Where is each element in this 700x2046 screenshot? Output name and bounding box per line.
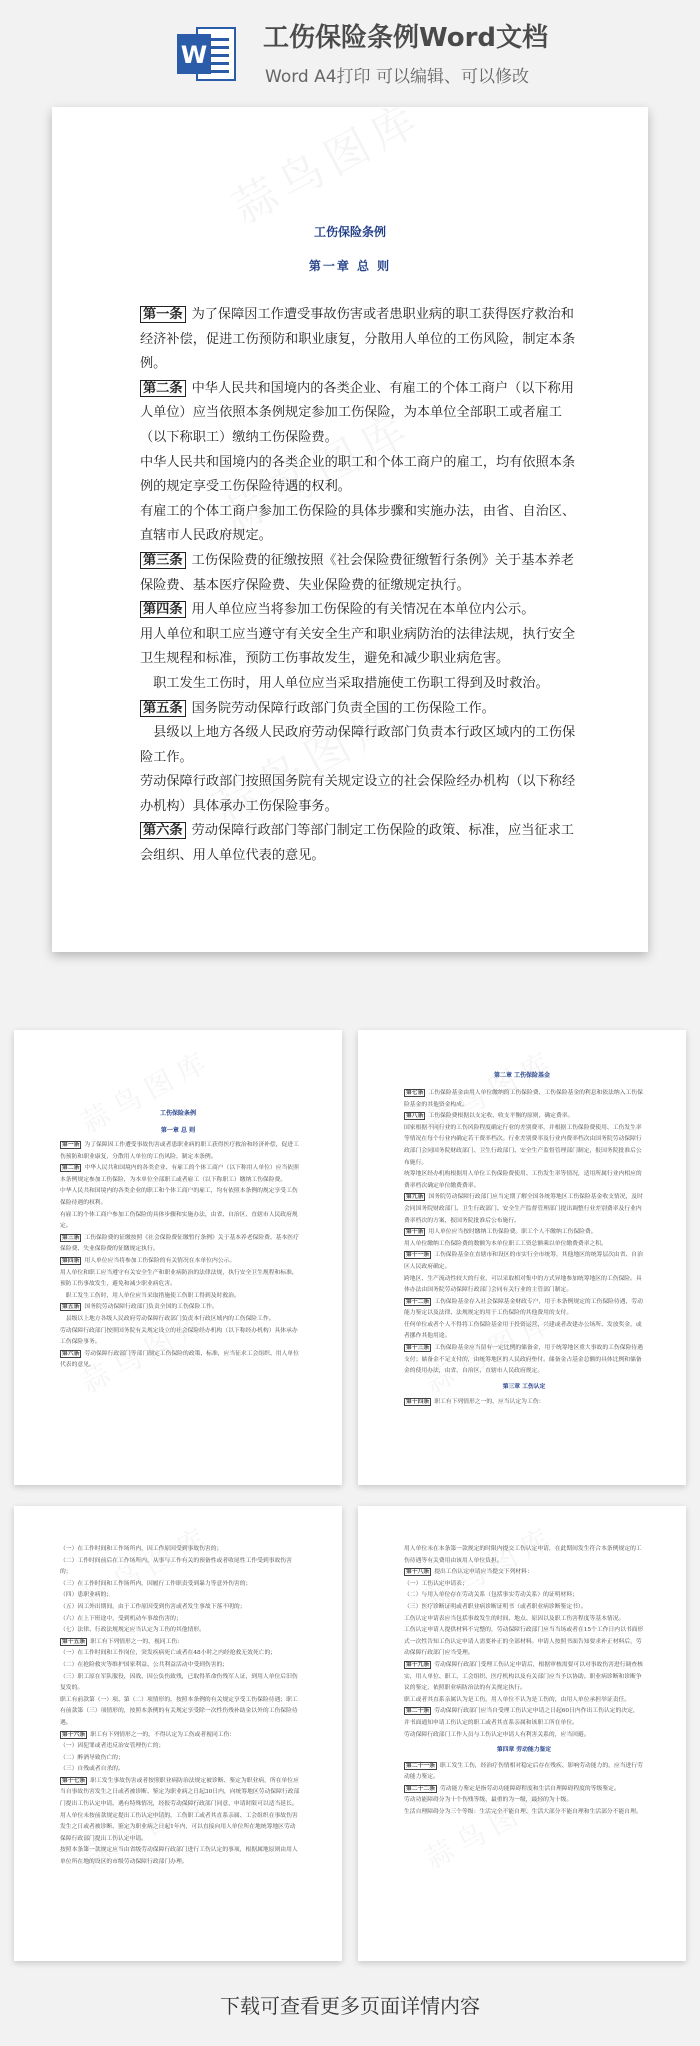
paragraph	[140, 623, 580, 672]
paragraph-text: 工伤保险基金存入社会保障基金财政专户，用于本条例规定的工伤保险待遇，劳动能力鉴定以及法律、法规规定的用于工伤保险的其他费用的支付。	[404, 1298, 643, 1317]
paragraph-text: 职工发生工伤，经治疗伤情相对稳定后存在残疾、影响劳动能力的，应当进行劳动能力鉴定。	[404, 1762, 643, 1781]
thumbnail-page-4	[358, 1506, 686, 1961]
article-number: 第一条	[62, 1142, 80, 1148]
paragraph-text: 任何单位或者个人不得将工伤保险基金用于投资运营、兴建或者改建办公场所、发放奖金，或者挪作其他用途。	[404, 1321, 642, 1340]
paragraph-text: 劳动保障行政部门等部门制定工伤保险的政策、标准，应当征求工会组织、用人单位代表的意见。	[140, 823, 574, 864]
paragraph-text: 职工发生工伤时，用人单位应当采取措施使工伤职工得到及时救治。	[140, 675, 549, 691]
article-number: 第二十一条	[406, 1762, 435, 1769]
paragraph-text: 按照本条第一款规定应当由省级劳动保障行政部门进行工伤认定的事项，根据属地原则由用人单位所在地的设区的市级劳动保障行政部门办理。	[60, 1847, 298, 1866]
paragraph-text: 中华人民共和国境内的各类企业的职工和个体工商户的雇工，均有依照本条例的规定享受工伤保险待遇的权利。	[140, 454, 576, 495]
paragraph	[60, 1776, 300, 1811]
paragraph-text: 为了保障因工作遭受事故伤害或者患职业病的职工获得医疗救治和经济补偿，促进工伤预防和职业康复，分散用人单位的工伤风险，制定本条例。	[60, 1142, 299, 1160]
watermark	[219, 107, 433, 236]
paragraph	[404, 1343, 644, 1378]
article-number: 第七条	[406, 1090, 424, 1096]
paragraph-text: 中华人民共和国境内的各类企业的职工和个体工商户的雇工，均有依照本条例的规定享受工伤保险待遇的权利。	[60, 1188, 298, 1206]
paragraph-text: 职工有下列情形之一的，不得认定为工伤或者视同工伤：	[90, 1731, 236, 1738]
paragraph	[140, 721, 580, 770]
thumb-title: 工伤保险条例	[159, 1110, 196, 1117]
paragraph-text: 劳动保障行政部门等部门制定工伤保险的政策、标准，应当征求工会组织、用人单位代表的意见。	[60, 1350, 299, 1369]
paragraph	[60, 1291, 300, 1303]
paragraph	[60, 1590, 300, 1602]
paragraph-text: 用人单位应当将参加工伤保险的有关情况在本单位内公示。	[84, 1257, 236, 1264]
paragraph-text: 劳动保障行政部门应当自受理工伤认定申请之日起60日内作出工伤认定的决定，并书面通知申请工伤认定的职工或者其直系亲属和该职工所在单位。	[404, 1708, 639, 1726]
paragraph	[404, 1614, 644, 1626]
paragraph	[60, 1695, 300, 1730]
paragraph	[60, 1233, 300, 1256]
article-number: 第八条	[406, 1113, 424, 1120]
thumbnail-page-1	[14, 1030, 342, 1485]
paragraph	[60, 1268, 300, 1291]
paragraph-text: 劳动保障行政部门工作人员与工伤认定申请人有利害关系的，应当回避。	[404, 1731, 590, 1738]
article-number: 第十三条	[406, 1345, 430, 1352]
article-number: 第二条	[62, 1165, 80, 1172]
paragraph-text: 跨地区、生产流动性较大的行业，可以采取相对集中的方式异地参加统筹地区的工伤保险。具体办法由国务院劳动保障行政部门会同有关行业的主管部门制定。	[404, 1275, 642, 1294]
paragraph-text: （三）自残或者自杀的。	[60, 1766, 124, 1773]
paragraph	[404, 1660, 644, 1695]
paragraph-text: 用人单位应当将参加工伤保险的有关情况在本单位内公示。	[191, 602, 535, 618]
paragraph-text: 为了保障因工作遭受事故伤害或者患职业病的职工获得医疗救治和经济补偿，促进工伤预防和职业康复，分散用人单位的工伤风险，制定本条例。	[140, 307, 576, 372]
paragraph	[140, 377, 580, 451]
paragraph-text: （一）在工作时间和工作岗位，突发疾病死亡或者在48小时之内经抢救无效死亡的；	[60, 1650, 277, 1657]
paragraph	[404, 1730, 644, 1742]
paragraph	[404, 1695, 644, 1707]
article-number: 第二条	[140, 380, 186, 397]
paragraph	[404, 1397, 644, 1409]
word-document-icon	[175, 22, 239, 86]
paragraph-text: 工伤保险费根据以支定收、收支平衡的原则，确定费率。	[428, 1113, 574, 1120]
article-number: 第六条	[140, 822, 186, 839]
thumb-chapter: 第一章 总 则	[160, 1127, 196, 1134]
article-number: 第四条	[62, 1257, 80, 1264]
paragraph-text: 劳动能力鉴定是指劳动功能障碍程度和生活自理障碍程度的等级鉴定。	[440, 1785, 620, 1792]
paragraph	[404, 1567, 644, 1579]
article-number: 第十六条	[62, 1731, 86, 1738]
paragraph	[140, 672, 580, 697]
article-number: 第二十条	[406, 1708, 430, 1715]
paragraph-text: （六）在上下班途中，受到机动车事故伤害的；	[60, 1615, 182, 1622]
paragraph	[60, 1163, 300, 1186]
paragraph	[60, 1579, 300, 1591]
paragraph	[60, 1625, 300, 1637]
paragraph-text: 国务院劳动保障行政部门负责全国的工伤保险工作。	[191, 700, 495, 716]
article-number: 第十二条	[406, 1298, 430, 1305]
paragraph-text: （二）与用人单位存在劳动关系（包括事实劳动关系）的证明材料；	[404, 1592, 578, 1599]
page-subtitle: Word A4打印 可以编辑、可以修改	[265, 67, 529, 87]
article-number: 第十一条	[406, 1252, 430, 1259]
paragraph-text: 工伤保险基金应当留有一定比例的储备金，用于统筹地区重大事故的工伤保险待遇支付；储备金不足支付的，由统筹地区的人民政府垫付。储备金占基金总额的具体比例和储备金的使用办法，由省、自治区、直辖市人民政府规定。	[404, 1345, 643, 1375]
paragraph	[404, 1169, 644, 1192]
paragraph	[60, 1660, 300, 1672]
paragraph-text: 职工发生工伤时，用人单位应当采取措施使工伤职工得到及时救治。	[60, 1292, 240, 1299]
paragraph	[60, 1614, 300, 1626]
paragraph	[140, 303, 580, 377]
paragraph	[404, 1239, 644, 1251]
paragraph-text: （三）在工作时间和工作场所内，因履行工作职责受到暴力等意外伤害的；	[60, 1580, 252, 1587]
article-number: 第十四条	[406, 1399, 430, 1406]
paragraph-text: 职工有下列情形之一的，应当认定为工伤：	[434, 1399, 545, 1406]
paragraph-text: 劳动保障行政部门受理工伤认定申请后，根据审核需要可以对事故伤害进行调查核实，用人单位、职工、工会组织、医疗机构以及有关部门应当予以协助。职业病诊断和诊断争议的鉴定，依照职业病防治法的有关规定执行。	[404, 1661, 643, 1692]
paragraph	[60, 1741, 300, 1753]
paragraph	[404, 1544, 644, 1567]
thumb-body	[404, 1544, 644, 1819]
paragraph	[404, 1807, 644, 1819]
paragraph-text: （三）职工原在军队服役，因战、因公负伤致残，已取得革命伤残军人证，到用人单位后旧伤复发的。	[60, 1673, 298, 1692]
paragraph-text: 工伤保险费的征缴按照《社会保险费征缴暂行条例》关于基本养老保险费、基本医疗保险费、失业保险费的征缴规定执行。	[60, 1234, 299, 1253]
paragraph	[404, 1111, 644, 1123]
thumb-body	[60, 1140, 300, 1372]
paragraph-text: （三）医疗诊断证明或者职业病诊断证明书（或者职业病诊断鉴定书）。	[404, 1603, 587, 1610]
paragraph-text: 用人单位和职工应当遵守有关安全生产和职业病防治的法律法规，执行安全卫生规程和标准，预防工伤事故发生，避免和减少职业病危害。	[60, 1269, 298, 1288]
paragraph-text: 工伤认定申请人提供材料不完整的，劳动保障行政部门应当当场或者在15个工作日内以书面形式一次性告知工伤认定申请人需要补正的全部材料。申请人按照书面告知要求补正材料后，劳动保障行政部门应当受理。	[404, 1627, 644, 1657]
paragraph	[60, 1544, 300, 1556]
paragraph	[404, 1590, 644, 1602]
paragraph-text: 生活自理障碍分为三个等级：生活完全不能自理、生活大部分不能自理和生活部分不能自理。	[404, 1809, 642, 1816]
header	[0, 0, 700, 95]
paragraph	[404, 1784, 644, 1796]
paragraph	[60, 1186, 300, 1209]
paragraph-text: 工伤保险基金由用人单位缴纳的工伤保险费、工伤保险基金的利息和依法纳入工伤保险基金的其他资金构成。	[404, 1090, 643, 1108]
paragraph	[404, 1795, 644, 1807]
paragraph	[60, 1314, 300, 1326]
article-number: 第四条	[140, 601, 186, 618]
article-number: 第一条	[140, 306, 186, 323]
paragraph-text: （七）法律、行政法规规定应当认定为工伤的其他情形。	[60, 1627, 205, 1634]
paragraph-text: 用人单位应当按时缴纳工伤保险费。职工个人不缴纳工伤保险费。	[428, 1229, 597, 1236]
paragraph	[60, 1764, 300, 1776]
paragraph	[404, 1625, 644, 1660]
paragraph-text: 县级以上地方各级人民政府劳动保障行政部门负责本行政区域内的工伤保险工作。	[140, 725, 576, 765]
paragraph	[140, 598, 580, 623]
chapter-heading: 第一章 总 则	[308, 259, 392, 273]
document-body	[140, 303, 580, 869]
article-number: 第十七条	[62, 1777, 86, 1784]
paragraph-text: 国务院劳动保障行政部门负责全国的工伤保险工作。	[84, 1304, 218, 1311]
paragraph	[140, 819, 580, 868]
article-number: 第五条	[140, 700, 186, 717]
paragraph	[60, 1845, 300, 1868]
paragraph-text: 劳动功能障碍分为十个伤残等级，最重的为一级，最轻的为十级。	[404, 1797, 573, 1804]
paragraph	[60, 1140, 300, 1163]
thumbnail-page-2	[358, 1030, 686, 1485]
article-number: 第三条	[62, 1234, 80, 1241]
logo-letter: W	[180, 41, 208, 69]
paragraph-text: 职工有前款第（一）项、第（二）项情形的，按照本条例的有关规定享受工伤保险待遇；职工有前款第（三）项情形的，按照本条例的有关规定享受除一次性伤残补助金以外的工伤保险待遇。	[60, 1696, 298, 1726]
article-number: 第三条	[140, 552, 186, 569]
paragraph	[404, 1227, 644, 1239]
article-number: 第六条	[62, 1350, 80, 1357]
paragraph	[404, 1297, 644, 1320]
paragraph	[140, 697, 580, 722]
paragraph	[404, 1250, 644, 1273]
document-page-1	[52, 107, 648, 952]
article-number: 第十九条	[406, 1661, 430, 1668]
paragraph-text: 职工或者其直系亲属认为是工伤，用人单位不认为是工伤的，由用人单位承担举证责任。	[404, 1696, 631, 1703]
paragraph-text: 工伤保险基金在直辖市和设区的市实行全市统筹，其他地区的统筹层次由省、自治区人民政府确定。	[404, 1252, 643, 1270]
paragraph-text: 有雇工的个体工商户参加工伤保险的具体步骤和实施办法，由省、自治区、直辖市人民政府规定。	[140, 503, 576, 544]
paragraph	[60, 1256, 300, 1268]
paragraph-text: 国家根据不同行业的工伤风险程度确定行业的差别费率，并根据工伤保险费使用、工伤发生率等情况在每个行业内确定若干费率档次。行业差别费率及行业内费率档次由国务院劳动保障行政部门会同国务院财政部门、卫生行政部门、安全生产监督管理部门制定，报国务院批准后公布施行。	[404, 1124, 642, 1166]
article-number: 第十条	[406, 1229, 424, 1236]
paragraph-text: （一）工伤认定申请表；	[404, 1580, 468, 1587]
paragraph	[60, 1672, 300, 1695]
paragraph	[404, 1761, 644, 1784]
paragraph	[404, 1602, 644, 1614]
paragraph-text: （二）工作时间前后在工作场所内，从事与工作有关的预备性或者收尾性工作受到事故伤害的；	[60, 1557, 292, 1576]
paragraph	[404, 1274, 644, 1297]
article-number: 第二十二条	[406, 1785, 435, 1792]
paragraph-text: （一）因犯罪或者违反治安管理伤亡的；	[60, 1743, 165, 1750]
paragraph-text: 工伤保险费的征缴按照《社会保险费征缴暂行条例》关于基本养老保险费、基本医疗保险费、失业保险费的征缴规定执行。	[140, 552, 574, 593]
paragraph-text: 有雇工的个体工商户参加工伤保险的具体步骤和实施办法，由省、自治区、直辖市人民政府规定。	[60, 1211, 298, 1230]
paragraph-text: （一）在工作时间和工作场所内，因工作原因受到事故伤害的；	[60, 1546, 223, 1552]
paragraph-text: 劳动保障行政部门按照国务院有关规定设立的社会保险经办机构（以下称经办机构）具体承办工伤保险事务。	[140, 774, 576, 814]
paragraph-text: 国务院劳动保障行政部门应当定期了解全国各统筹地区工伤保险基金收支情况，及时会同国务院财政部门、卫生行政部门、安全生产监督管理部门提出调整行业差别费率及行业内费率档次的方案，报国务院批准后公布施行。	[404, 1194, 643, 1224]
paragraph-text: 职工发生事故伤害或者按照职业病防治法规定被诊断、鉴定为职业病，所在单位应当自事故伤害发生之日或者被诊断、鉴定为职业病之日起30日内，向统筹地区劳动保障行政部门提出工伤认定申请。遇有特殊情况，经报劳动保障行政部门同意，申请时限可以适当延长。	[60, 1777, 300, 1808]
paragraph	[140, 549, 580, 598]
paragraph-text: 县级以上地方各级人民政府劳动保障行政部门负责本行政区域内的工伤保险工作。	[60, 1315, 275, 1322]
footer-caption: 下载可查看更多页面详情内容	[220, 1994, 480, 2018]
paragraph	[140, 770, 580, 819]
thumb-body	[404, 1088, 644, 1409]
article-number: 第十五条	[62, 1638, 86, 1645]
thumbnail-page-3	[14, 1506, 342, 1961]
paragraph	[404, 1579, 644, 1591]
paragraph	[140, 500, 580, 549]
paragraph	[60, 1326, 300, 1349]
paragraph	[60, 1753, 300, 1765]
paragraph	[60, 1811, 300, 1846]
paragraph	[140, 451, 580, 500]
paragraph	[404, 1088, 644, 1111]
paragraph	[60, 1637, 300, 1649]
paragraph-text: 用人单位缴纳工伤保险费的数额为本单位职工工资总额乘以单位缴费费率之积。	[404, 1240, 607, 1247]
paragraph	[60, 1602, 300, 1614]
paragraph	[404, 1320, 644, 1343]
chapter-heading: 第三章 工伤认定	[502, 1383, 546, 1390]
paragraph	[404, 1192, 644, 1227]
paragraph	[60, 1556, 300, 1579]
paragraph-text: （二）醉酒导致伤亡的；	[60, 1754, 124, 1761]
page-title: 工伤保险条例Word文档	[263, 23, 549, 53]
article-number: 第九条	[406, 1194, 424, 1201]
article-number: 第五条	[62, 1304, 80, 1311]
paragraph	[404, 1706, 644, 1729]
paragraph	[60, 1349, 300, 1372]
paragraph-text: 提出工伤认定申请应当提交下列材料：	[434, 1569, 533, 1576]
paragraph	[60, 1730, 300, 1742]
paragraph-text: 中华人民共和国境内的各类企业、有雇工的个体工商户（以下称用人单位）应当依照本条例规定参加工伤保险，为本单位全部职工或者雇工（以下称职工）缴纳工伤保险费。	[60, 1165, 299, 1183]
paragraph-text: 用人单位未按前款规定提出工伤认定申请的，工伤职工或者其直系亲属、工会组织在事故伤害发生之日或者被诊断、鉴定为职业病之日起1年内，可以直接向用人单位所在地统筹地区劳动保障行政部门提出工伤认定申请。	[60, 1812, 298, 1842]
paragraph-text: （五）因工外出期间，由于工作原因受到伤害或者发生事故下落不明的；	[60, 1603, 246, 1610]
article-number: 第十八条	[406, 1569, 430, 1576]
paragraph	[60, 1210, 300, 1233]
document-title: 工伤保险条例	[313, 225, 386, 239]
paragraph	[60, 1648, 300, 1660]
paragraph	[60, 1302, 300, 1314]
paragraph-text: 劳动保障行政部门按照国务院有关规定设立的社会保险经办机构（以下称经办机构）具体承办工伤保险事务。	[60, 1327, 298, 1346]
paragraph-text: （二）在抢险救灾等维护国家利益、公共利益活动中受到伤害的；	[60, 1661, 229, 1668]
paragraph	[404, 1123, 644, 1169]
thumb-chapter: 第二章 工伤保险基金	[493, 1072, 551, 1079]
paragraph-text: 中华人民共和国境内的各类企业、有雇工的个体工商户（以下称用人单位）应当依照本条例规定参加工伤保险，为本单位全部职工或者雇工（以下称职工）缴纳工伤保险费。	[140, 380, 574, 445]
paragraph-text: 工伤认定申请表应当包括事故发生的时间、地点、原因以及职工伤害程度等基本情况。	[404, 1615, 625, 1622]
paragraph-text: 用人单位和职工应当遵守有关安全生产和职业病防治的法律法规，执行安全卫生规程和标准，预防工伤事故发生，避免和减少职业病危害。	[140, 626, 576, 667]
thumb-body	[60, 1544, 300, 1869]
paragraph-text: 统筹地区经办机构根据用人单位工伤保险费使用、工伤发生率等情况，适用所属行业内相应的费率档次确定单位缴费费率。	[404, 1171, 642, 1189]
paragraph-text: 用人单位未在本条第一款规定的时限内提交工伤认定申请，在此期间发生符合本条例规定的工伤待遇等有关费用由该用人单位负担。	[404, 1546, 642, 1564]
paragraph-text: 职工有下列情形之一的，视同工伤：	[90, 1638, 183, 1645]
paragraph-text: （四）患职业病的；	[60, 1592, 113, 1599]
chapter-heading: 第四章 劳动能力鉴定	[496, 1747, 552, 1754]
